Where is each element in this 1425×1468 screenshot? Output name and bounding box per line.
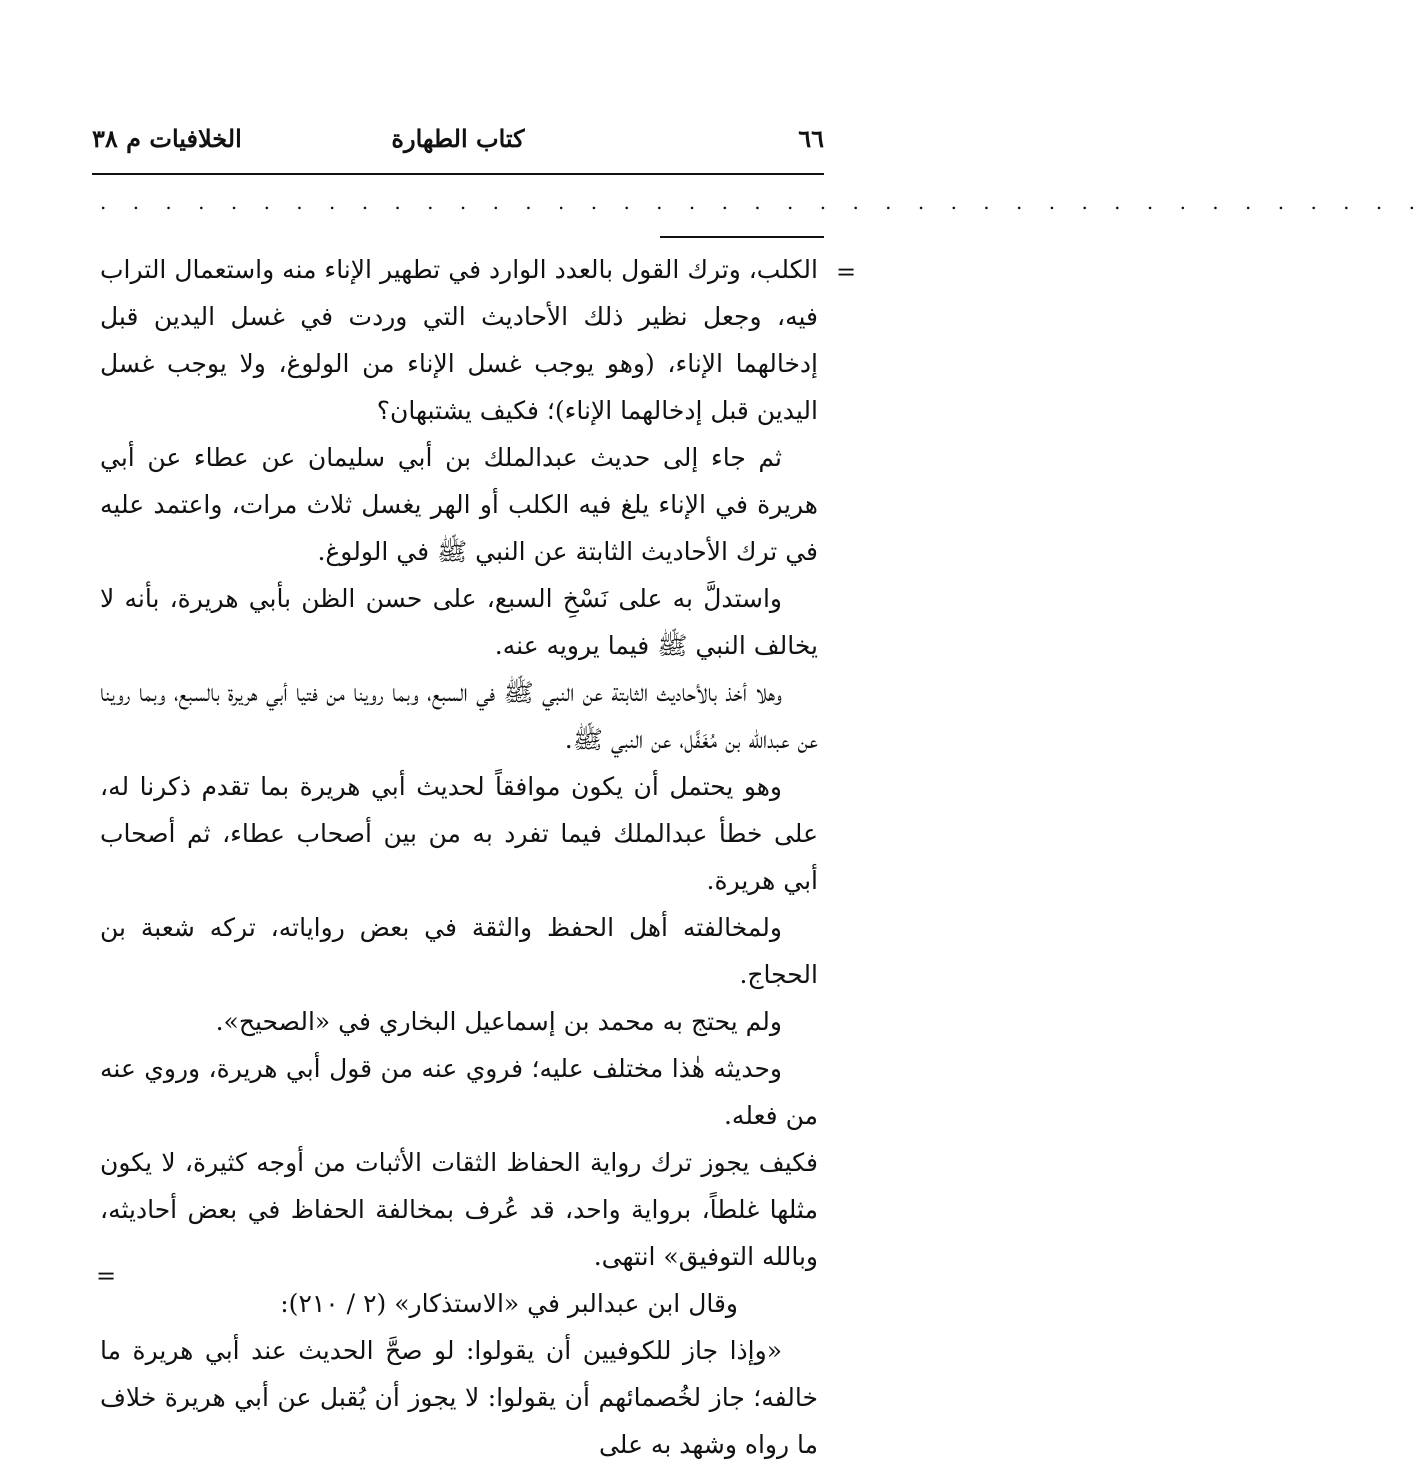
paragraph: «وإذا جاز للكوفيين أن يقولوا: لو صحَّ الحديث عند أبي هريرة ما خالفه؛ جاز لخُصمائهم أن يقولوا: لا يجوز أن يُقبل عن أبي هريرة خلاف ما رواه وشهد به على	[100, 1336, 818, 1459]
paragraph: وحديثه هٰذا مختلف عليه؛ فروي عنه من قول أبي هريرة، وروي عنه من فعله.	[100, 1054, 818, 1130]
paragraph: واستدلَّ به على نَسْخِ السبع، على حسن الظن بأبي هريرة، بأنه لا يخالف النبي ﷺ فيما يرويه عنه.	[100, 584, 818, 660]
paragraph: وهلا أخذ بالأحاديث الثابتة عن النبي ﷺ في السبع، وبما روينا من فتيا أبي هريرة بالسبع، وبما روينا عن عبدالله بن مُغَفَّل، عن النبي ﷺ.	[100, 678, 818, 754]
paragraph: وقال ابن عبدالبر في «الاستذكار» (٢ / ٢١٠):	[280, 1289, 738, 1318]
paragraph: ولمخالفته أهل الحفظ والثقة في بعض رواياته، تركه شعبة بن الحجاج.	[100, 913, 818, 989]
paragraph: فكيف يجوز ترك رواية الحفاظ الثقات الأثبات من أوجه كثيرة، لا يكون مثلها غلطاً، برواية واحد، قد عُرف بمخالفة الحفاظ في بعض أحاديثه، وبالله التوفيق» انتهى.	[100, 1148, 818, 1271]
dotted-separator: . . . . . . . . . . . . . . . . . . . . . . . . . . . . . . . . . . . . . . . . .	[100, 190, 1425, 214]
paragraph: الكلب، وترك القول بالعدد الوارد في تطهير الإناء منه واستعمال التراب فيه، وجعل نظير ذلك الأحاديث التي وردت في غسل اليدين قبل إدخالهما الإناء، (وهو يوجب غسل الإناء من الولوغ، ولا يوجب غسل اليدين قبل إدخالهما الإناء)؛ فكيف يشتبهان؟	[100, 255, 818, 425]
paragraph: ثم جاء إلى حديث عبدالملك بن أبي سليمان عن عطاء عن أبي هريرة في الإناء يلغ فيه الكلب أو الهر يغسل ثلاث مرات، واعتمد عليه في ترك الأحاديث الثابتة عن النبي ﷺ في الولوغ.	[100, 443, 818, 566]
section-reference: الخلافيات م ٣٨	[92, 124, 242, 153]
chapter-title: كتاب الطهارة	[391, 124, 525, 153]
paragraph: وهو يحتمل أن يكون موافقاً لحديث أبي هريرة بما تقدم ذكرنا له، على خطأ عبدالملك فيما تفرد به من بين أصحاب عطاء، ثم أصحاب أبي هريرة.	[100, 772, 818, 895]
page-header	[92, 124, 824, 164]
footnote-rule	[660, 236, 824, 238]
continuation-mark-end: =	[96, 1262, 117, 1290]
header-rule	[92, 173, 824, 175]
page-number: ٦٦	[798, 124, 824, 153]
paragraph: ولم يحتج به محمد بن إسماعيل البخاري في «الصحيح».	[215, 1007, 782, 1036]
footnote-body	[100, 246, 818, 1468]
continuation-mark-start: =	[836, 258, 857, 286]
